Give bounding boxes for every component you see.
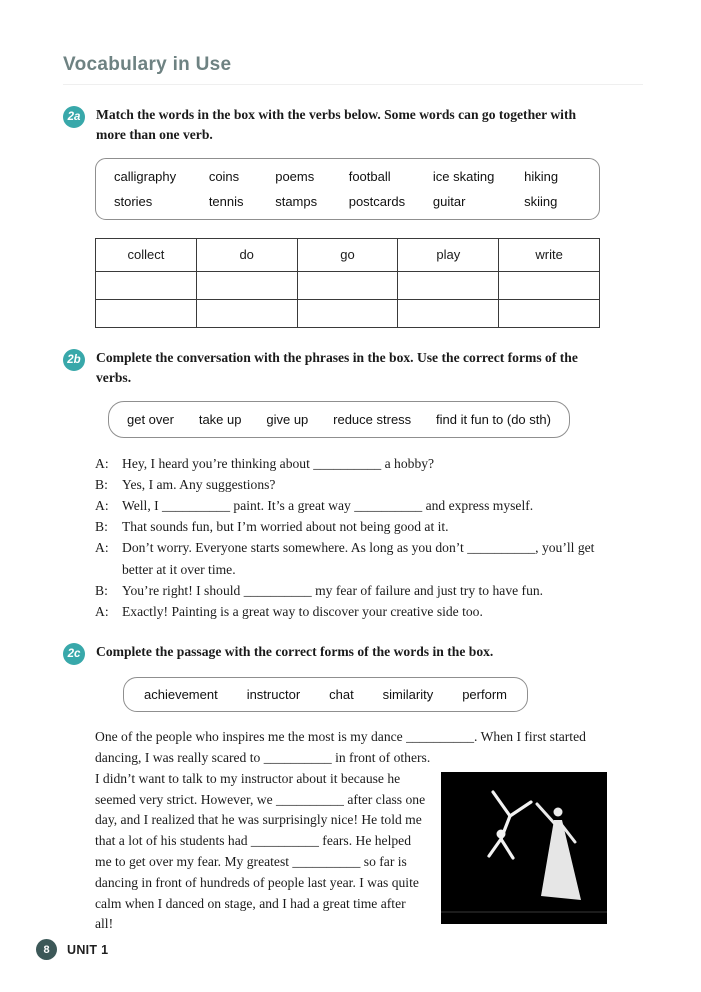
- answer-cell: [499, 271, 600, 299]
- dialogue-text: Well, I __________ paint. It’s a great way __________ and express myself.: [122, 497, 534, 513]
- dialogue-text: Don’t worry. Everyone starts somewhere. As long as you don’t __________, you’ll get better at it over time.: [122, 540, 595, 577]
- answer-cell: [196, 299, 297, 327]
- dialogue-text: That sounds fun, but I’m worried about not being good at it.: [122, 519, 449, 535]
- word-item: ice skating: [432, 168, 495, 184]
- answer-cell: [96, 299, 197, 327]
- word-item: coins: [208, 168, 240, 184]
- passage-body: I didn’t want to talk to my instructor about it because he seemed very strict. However, we __________ after class one day, and I realized that he was surprisingly nice! He told me that a lot of his students had __________ fears. He helped me to get over my fear. My greatest __________ so far is dancing in front of hundreds of people last year. I was quite calm when I danced on stage, and I had a great time after all!: [95, 770, 426, 932]
- page-number-badge: 8: [36, 939, 57, 960]
- dialogue-text: Yes, I am. Any suggestions?: [122, 476, 276, 492]
- speaker-label: A:: [95, 497, 109, 513]
- word-item: tennis: [208, 193, 244, 209]
- word-item: postcards: [348, 193, 406, 209]
- phrase-item: take up: [198, 411, 242, 427]
- answer-cell: [96, 271, 197, 299]
- dialogue-line: [95, 474, 607, 495]
- match-table-header: collect: [96, 238, 197, 271]
- word-item: poems: [275, 168, 315, 184]
- dialogue-text: Exactly! Painting is a great way to discover your creative side too.: [122, 603, 483, 619]
- match-table: [95, 238, 600, 328]
- speaker-label: B:: [95, 476, 108, 492]
- speaker-label: A:: [95, 540, 109, 556]
- phrase-box-2b: [108, 401, 570, 438]
- dancers-photo: [441, 772, 607, 924]
- page-footer: [36, 939, 108, 960]
- exercise-2c: [63, 642, 643, 935]
- passage-intro: One of the people who inspires me the most is my dance __________. When I first started dancing, I was really scared to __________ in front of others.: [95, 729, 586, 765]
- answer-cell: [196, 271, 297, 299]
- dialogue: [95, 453, 607, 623]
- word-item: stamps: [275, 193, 318, 209]
- word-box-2a-row2: [114, 194, 581, 209]
- word-item: similarity: [382, 687, 434, 703]
- word-item: achievement: [144, 687, 218, 703]
- dialogue-line: [95, 453, 607, 474]
- dialogue-text: You’re right! I should __________ my fear of failure and just try to have fun.: [122, 582, 544, 598]
- exercise-2a-instruction: Match the words in the box with the verbs below. Some words can go together with more than one verb.: [96, 107, 577, 143]
- dialogue-text: Hey, I heard you’re thinking about __________ a hobby?: [122, 455, 435, 471]
- word-item: skiing: [524, 193, 558, 209]
- word-item: hiking: [524, 168, 559, 184]
- exercise-2a-header: [63, 105, 643, 146]
- passage: [95, 727, 607, 935]
- speaker-label: A:: [95, 455, 109, 471]
- exercise-2c-header: [63, 642, 643, 665]
- phrase-item: reduce stress: [333, 411, 412, 427]
- answer-cell: [297, 271, 398, 299]
- match-table-empty-row: [96, 271, 600, 299]
- match-table-header: write: [499, 238, 600, 271]
- exercise-2a-badge: 2a: [63, 106, 85, 128]
- dialogue-line: [95, 580, 607, 601]
- phrase-item: give up: [266, 411, 309, 427]
- answer-cell: [499, 299, 600, 327]
- word-box-2a-row1: [114, 169, 581, 184]
- match-table-empty-row: [96, 299, 600, 327]
- match-table-header: go: [297, 238, 398, 271]
- word-box-2c: [123, 677, 528, 712]
- passage-body-wrap: [95, 769, 607, 935]
- exercise-2c-instruction: Complete the passage with the correct forms of the words in the box.: [96, 644, 494, 660]
- word-item: stories: [114, 193, 153, 209]
- exercise-2a: [63, 105, 643, 328]
- dialogue-line: [95, 495, 607, 516]
- exercise-2b-badge: 2b: [63, 349, 85, 371]
- word-item: football: [348, 168, 391, 184]
- word-box-2a: [95, 158, 600, 220]
- exercise-2b-header: [63, 348, 643, 389]
- speaker-label: A:: [95, 603, 109, 619]
- match-table-header: play: [398, 238, 499, 271]
- dialogue-line: [95, 516, 607, 537]
- page-title: Vocabulary in Use: [63, 54, 643, 85]
- exercise-2b: [63, 348, 643, 622]
- speaker-label: B:: [95, 519, 108, 535]
- exercise-2c-badge: 2c: [63, 643, 85, 665]
- exercise-2b-instruction: Complete the conversation with the phrases in the box. Use the correct forms of the verbs.: [96, 349, 578, 386]
- match-table-header: do: [196, 238, 297, 271]
- phrase-item: find it fun to (do sth): [436, 411, 551, 427]
- phrase-item: get over: [127, 411, 174, 427]
- speaker-label: B:: [95, 582, 108, 598]
- word-item: chat: [329, 687, 354, 703]
- word-item: perform: [462, 687, 507, 703]
- word-item: instructor: [246, 687, 301, 703]
- match-table-header-row: [96, 238, 600, 271]
- dialogue-line: [95, 537, 607, 579]
- dialogue-line: [95, 601, 607, 622]
- answer-cell: [297, 299, 398, 327]
- word-item: guitar: [432, 193, 466, 209]
- answer-cell: [398, 271, 499, 299]
- unit-label: UNIT 1: [67, 942, 109, 957]
- answer-cell: [398, 299, 499, 327]
- word-item: calligraphy: [114, 168, 177, 184]
